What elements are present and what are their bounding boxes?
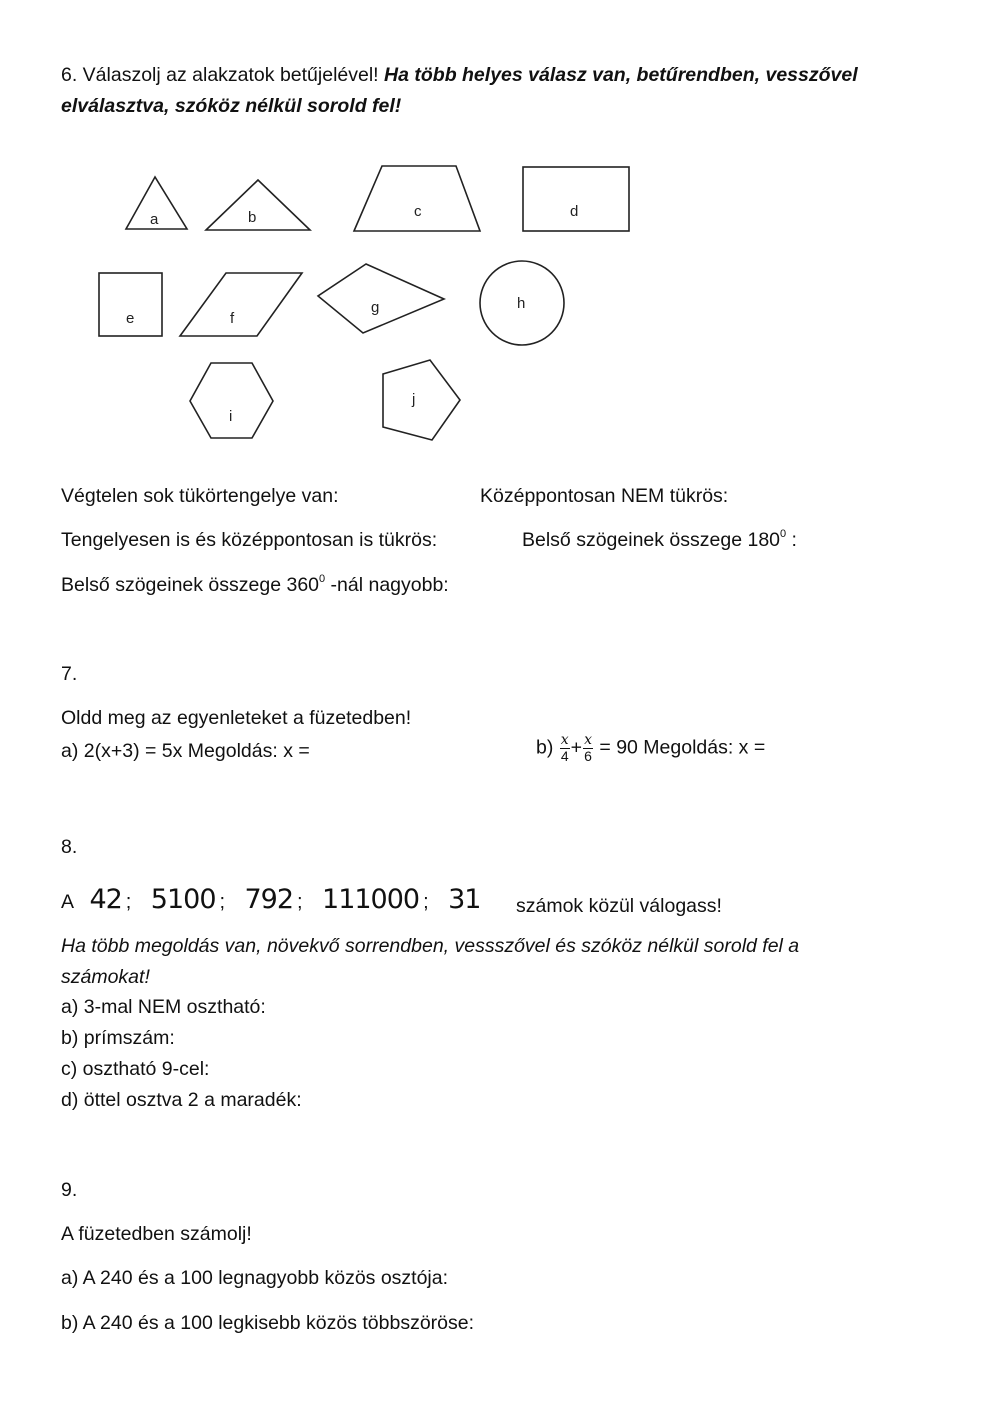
- shape-label-e: e: [126, 310, 135, 327]
- q7-b-prefix: b): [536, 736, 559, 759]
- shape-b-triangle: [206, 180, 310, 230]
- q9-a: a) A 240 és a 100 legnagyobb közös osztója:: [61, 1267, 449, 1289]
- angle-sum-180-suffix: :: [786, 529, 797, 551]
- fraction-x-over-6: $\frac{x}{6}$: [584, 732, 592, 764]
- number-792: 792: [244, 884, 294, 915]
- q7-a: a) 2(x+3) = 5x Megoldás: x =: [61, 740, 310, 762]
- q8-instruction-line2: számokat!: [61, 966, 150, 988]
- q9-number: 9.: [61, 1179, 78, 1201]
- q6-angle-sum-over-360: [61, 574, 449, 597]
- shape-f-parallelogram: [180, 273, 302, 336]
- degree-sup: 0: [319, 573, 326, 585]
- q8-a: a) 3-mal NEM osztható:: [61, 996, 266, 1018]
- number-5100: 5100: [150, 884, 216, 915]
- shape-j-pentagon: [383, 360, 460, 440]
- q7-b-suffix: = 90 Megoldás: x =: [593, 736, 766, 759]
- shape-label-f: f: [230, 310, 235, 327]
- shape-d-rectangle: [523, 167, 629, 231]
- q6-prefix: 6. Válaszolj az alakzatok betűjelével!: [61, 64, 385, 86]
- q8-tail: számok közül válogass!: [516, 895, 722, 917]
- shapes-figure: [0, 0, 1000, 460]
- number-42: 42: [89, 884, 122, 915]
- q6-angle-sum-180: [522, 529, 797, 552]
- shape-label-b: b: [248, 209, 257, 226]
- q8-b: b) prímszám:: [61, 1027, 175, 1049]
- q8-instruction-line1: Ha több megoldás van, növekvő sorrendben, vessszővel és szóköz nélkül sorold fel a: [61, 935, 800, 957]
- q8-numbers-line: A 42 ; 5100 ; 792 ; 111000 ; 31: [61, 884, 481, 915]
- angle-sum-180-text: Belső szögeinek összege 180: [522, 529, 781, 551]
- shape-c-trapezoid: [354, 166, 480, 231]
- q6-infinite-axes: Végtelen sok tükörtengelye van:: [61, 485, 339, 507]
- q8-c: c) osztható 9-cel:: [61, 1058, 210, 1080]
- q7-instruction: Oldd meg az egyenleteket a füzetedben!: [61, 707, 412, 729]
- q9-b: b) A 240 és a 100 legkisebb közös többszöröse:: [61, 1312, 475, 1334]
- angle-sum-360-text: Belső szögeinek összege 360: [61, 574, 320, 596]
- q7-number: 7.: [61, 663, 78, 685]
- shape-label-j: j: [412, 391, 416, 408]
- fraction-x-over-4: $\frac{x}{4}$: [560, 732, 569, 764]
- shape-label-i: i: [229, 408, 233, 425]
- shape-g-rhombus: [318, 264, 444, 333]
- angle-sum-360-suffix: -nál nagyobb:: [325, 574, 449, 596]
- degree-sup: 0: [780, 528, 787, 540]
- shape-label-g: g: [371, 299, 380, 316]
- q6-instruction-line1: Ha több helyes válasz van, betűrendben, vesszővel: [384, 64, 858, 86]
- q8-lead: A: [61, 891, 75, 913]
- q6-not-central: Középpontosan NEM tükrös:: [480, 485, 729, 507]
- shape-i-hexagon: [190, 363, 273, 438]
- shape-label-a: a: [150, 211, 159, 228]
- q8-d: d) öttel osztva 2 a maradék:: [61, 1089, 302, 1111]
- number-31: 31: [448, 884, 481, 915]
- q6-axial-and-central: Tengelyesen is és középpontosan is tükrös:: [61, 529, 438, 551]
- number-111000: 111000: [322, 884, 420, 915]
- q6-instruction-line2: elválasztva, szóköz nélkül sorold fel!: [61, 95, 402, 117]
- q9-instruction: A füzetedben számolj!: [61, 1223, 252, 1245]
- plus-sign: +: [570, 736, 583, 759]
- shape-label-d: d: [570, 203, 579, 220]
- shape-label-h: h: [517, 295, 526, 312]
- q8-number: 8.: [61, 836, 78, 858]
- q7-b: [536, 733, 765, 764]
- shape-label-c: c: [414, 203, 422, 220]
